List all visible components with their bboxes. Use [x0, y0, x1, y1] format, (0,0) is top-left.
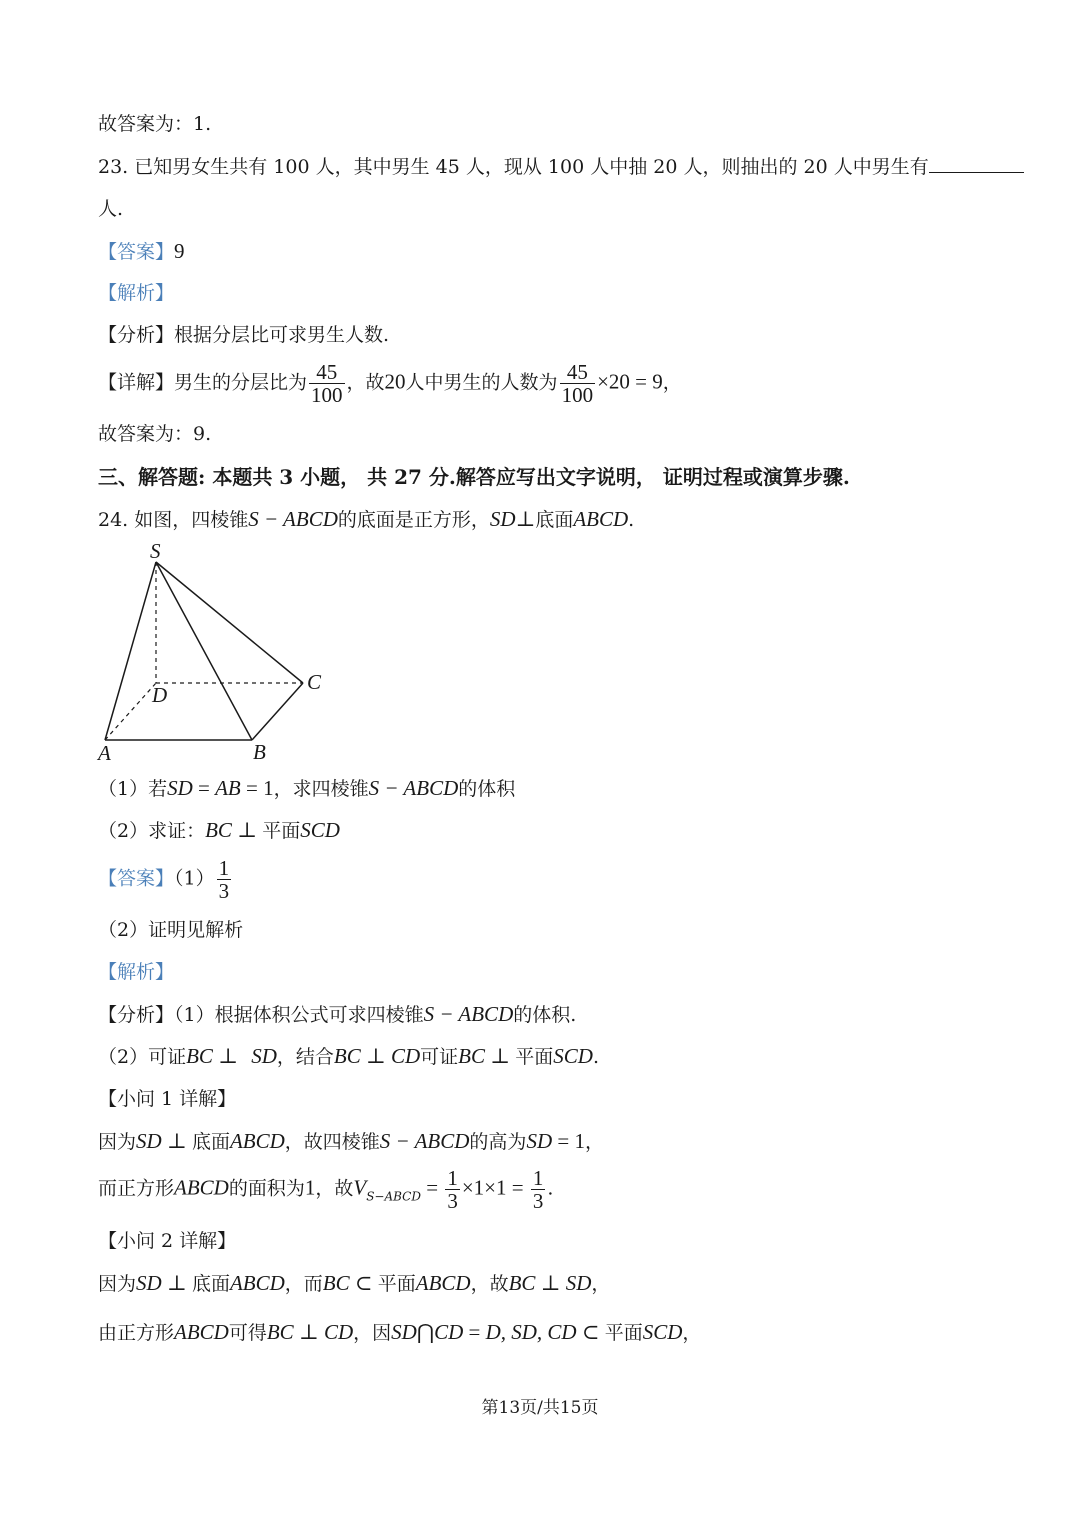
edge-SC [156, 562, 303, 683]
text: ，求四棱锥 [273, 778, 369, 800]
math: ⊥ [231, 818, 263, 842]
text: . [628, 509, 635, 531]
math: SD [136, 1129, 162, 1153]
text: 的高为 [469, 1131, 527, 1153]
fenxi-24-2 [98, 1044, 599, 1069]
text: 由正方形 [98, 1322, 175, 1344]
fraction-45-100 [309, 361, 345, 406]
math: CD [390, 1044, 421, 1068]
question-23-text: 23. 已知男女生共有 100 人，其中男生 45 人，现从 100 人中抽 20 人，则抽出的 20 人中男生有 [98, 156, 929, 178]
section-title: 三、解答题: 本题共 3 小题， 共 27 分.解答应写出文字说明， 证明过程或演算步骤. [98, 465, 850, 489]
math: SD [391, 1320, 417, 1344]
fenxi-24-1 [98, 1002, 576, 1027]
answer-line-9 [98, 422, 211, 446]
answer-tag: 【答案】 [98, 867, 175, 890]
fraction-45-100 [560, 361, 596, 406]
text: . [547, 1177, 554, 1200]
math: ABCD [174, 1175, 229, 1200]
math: SD [136, 1271, 162, 1295]
question-24-part-1 [98, 776, 515, 801]
answer-24-part-2 [98, 918, 243, 942]
text: 根据分层比可求男生人数. [174, 324, 390, 346]
text: . [592, 1046, 600, 1068]
subscript: S−ABCD [366, 1189, 421, 1204]
math: BC [205, 818, 232, 842]
solution-2-line-2 [98, 1320, 701, 1345]
math: ABCD [415, 1271, 471, 1295]
pyramid-figure [90, 540, 340, 770]
math: ABCD [229, 1129, 285, 1153]
solution-2-line-1 [98, 1271, 610, 1296]
math: BC [266, 1320, 294, 1344]
edge-SA [105, 562, 156, 740]
numerator: 45 [309, 361, 345, 384]
numerator: 45 [560, 361, 596, 384]
text: ， [662, 371, 682, 394]
text: （2）证明见解析 [98, 919, 244, 941]
math: = 1 [552, 1129, 585, 1153]
question-24 [98, 507, 634, 532]
solution-1-line-2 [98, 1167, 553, 1212]
text: 底面 [191, 1131, 230, 1153]
text: ，故 [346, 371, 385, 394]
text: ，故 [315, 1177, 354, 1200]
math: ABCD [174, 1320, 229, 1344]
text: ， [584, 1131, 604, 1153]
math: CD [323, 1320, 354, 1344]
fraction-1-3 [445, 1167, 460, 1212]
edge-BC [252, 683, 303, 740]
math: ⊥ [161, 1129, 192, 1153]
text: 故答案为：1. [98, 113, 212, 135]
math: SD [251, 1044, 277, 1068]
math: ⊥ [535, 1271, 566, 1295]
math: BC [333, 1044, 361, 1068]
text: 的体积 [458, 778, 516, 800]
question-24-part-2 [98, 818, 340, 843]
math: SD [565, 1271, 592, 1295]
math: BC [458, 1044, 486, 1068]
text: （2）可证 [98, 1046, 187, 1068]
math: ⊥ [161, 1271, 192, 1295]
text: ，因 [353, 1322, 392, 1344]
text: 男生的分层比为 [174, 371, 308, 394]
math: S − ABCD [368, 776, 459, 800]
text: 24. 如图，四棱锥 [98, 509, 249, 531]
sub-question-1-heading [98, 1087, 236, 1111]
text: 因为 [98, 1273, 137, 1295]
math: ⊥ [212, 1044, 244, 1068]
denominator: 100 [311, 383, 343, 407]
math: ⊂ [349, 1271, 378, 1295]
text: 的面积为 [228, 1177, 305, 1200]
math: AB [215, 776, 241, 800]
text: 平面 [262, 820, 301, 842]
text: 人. [98, 198, 124, 220]
text: ×20 = 9 [597, 369, 663, 394]
analysis-heading [98, 281, 174, 305]
answer-blank [929, 154, 1024, 173]
text: 故答案为：9. [98, 423, 212, 445]
fraction-1-3 [531, 1167, 546, 1212]
math: S − ABCD [423, 1002, 514, 1026]
answer-23 [98, 239, 185, 264]
text: （1） [174, 867, 215, 890]
numerator: 1 [447, 1166, 458, 1190]
label-C: C [307, 670, 322, 694]
math: D, SD, CD [485, 1320, 577, 1344]
text: 【小问 1 详解】 [98, 1088, 237, 1110]
numerator: 1 [218, 856, 230, 880]
math: 1 [304, 1175, 316, 1200]
math: = [463, 1320, 486, 1344]
label-S: S [150, 540, 161, 563]
label-D: D [152, 683, 168, 707]
text: 可得 [228, 1322, 267, 1344]
math: = [192, 776, 216, 800]
math: SCD [300, 818, 340, 842]
analysis-tag: 【解析】 [98, 961, 175, 983]
section-3-heading [98, 465, 850, 489]
math: ABCD [229, 1271, 285, 1295]
text: 【小问 2 详解】 [98, 1230, 237, 1252]
text: 而正方形 [98, 1177, 175, 1200]
denominator: 3 [447, 1189, 458, 1213]
text: 平面 [515, 1046, 554, 1068]
math: SCD [553, 1044, 593, 1068]
text: （1）若 [98, 778, 168, 800]
text: 人中男生的人数为 [405, 371, 558, 394]
text: ， [591, 1273, 611, 1295]
text: 平面 [604, 1322, 643, 1344]
math: V [353, 1175, 367, 1200]
page-footer [0, 1393, 1080, 1418]
question-23-cont [98, 197, 123, 221]
math: ABCD [573, 507, 629, 531]
math: SD [526, 1129, 553, 1153]
math: BC [322, 1271, 350, 1295]
answer-24 [98, 857, 233, 902]
text: ，故 [470, 1273, 509, 1295]
text: 可证 [420, 1046, 459, 1068]
math: ⊂ [576, 1320, 605, 1344]
text: 因为 [98, 1131, 137, 1153]
text: 的体积. [513, 1004, 577, 1026]
edge-SB [156, 562, 252, 740]
math: ⊥ [485, 1044, 516, 1068]
text: 的底面是正方形， [337, 509, 490, 531]
math: CD [434, 1320, 464, 1344]
fenxi-tag: 【分析】 [98, 1004, 175, 1026]
text: ，故四棱锥 [284, 1131, 380, 1153]
math: = 1 [240, 776, 274, 800]
fenxi-23 [98, 323, 389, 347]
solution-1-line-1 [98, 1129, 604, 1154]
denominator: 3 [532, 1189, 544, 1213]
math: ⋂ [416, 1320, 435, 1344]
fraction-1-3 [217, 857, 232, 902]
analysis-heading-24 [98, 960, 174, 984]
sub-question-2-heading [98, 1229, 236, 1253]
answer-tag: 【答案】 [98, 241, 175, 263]
math: ⊥ [360, 1044, 391, 1068]
math: S − ABCD [248, 507, 338, 531]
math: = [421, 1175, 444, 1200]
math: SD [167, 776, 193, 800]
numerator: 1 [532, 1166, 544, 1190]
math: BC [508, 1271, 536, 1295]
page-number: 第13页/共15页 [481, 1398, 599, 1418]
denominator: 3 [218, 879, 230, 903]
detail-tag: 【详解】 [98, 371, 175, 394]
math: ⊥ [293, 1320, 324, 1344]
math: ⊥ [515, 507, 536, 531]
analysis-tag: 【解析】 [98, 282, 175, 304]
text: 底面 [191, 1273, 230, 1295]
label-B: B [253, 740, 266, 764]
text: ， [682, 1322, 702, 1344]
question-23 [98, 154, 1024, 179]
denominator: 100 [561, 383, 594, 407]
text: 平面 [377, 1273, 416, 1295]
math: ×1×1 = [461, 1175, 529, 1200]
text: 底面 [535, 509, 574, 531]
detail-23 [98, 361, 682, 406]
answer-line-1 [98, 112, 211, 136]
math: SD [489, 507, 516, 531]
answer-value: 9 [174, 239, 185, 263]
text: （1）根据体积公式可求四棱锥 [174, 1004, 424, 1026]
label-A: A [98, 741, 111, 765]
text: ，结合 [276, 1046, 334, 1068]
fenxi-tag: 【分析】 [98, 324, 175, 346]
math: S − ABCD [379, 1129, 470, 1153]
text: ，而 [284, 1273, 323, 1295]
math: BC [186, 1044, 213, 1068]
text: （2）求证： [98, 820, 206, 842]
math: SCD [642, 1320, 683, 1344]
text: 20 [384, 369, 406, 394]
